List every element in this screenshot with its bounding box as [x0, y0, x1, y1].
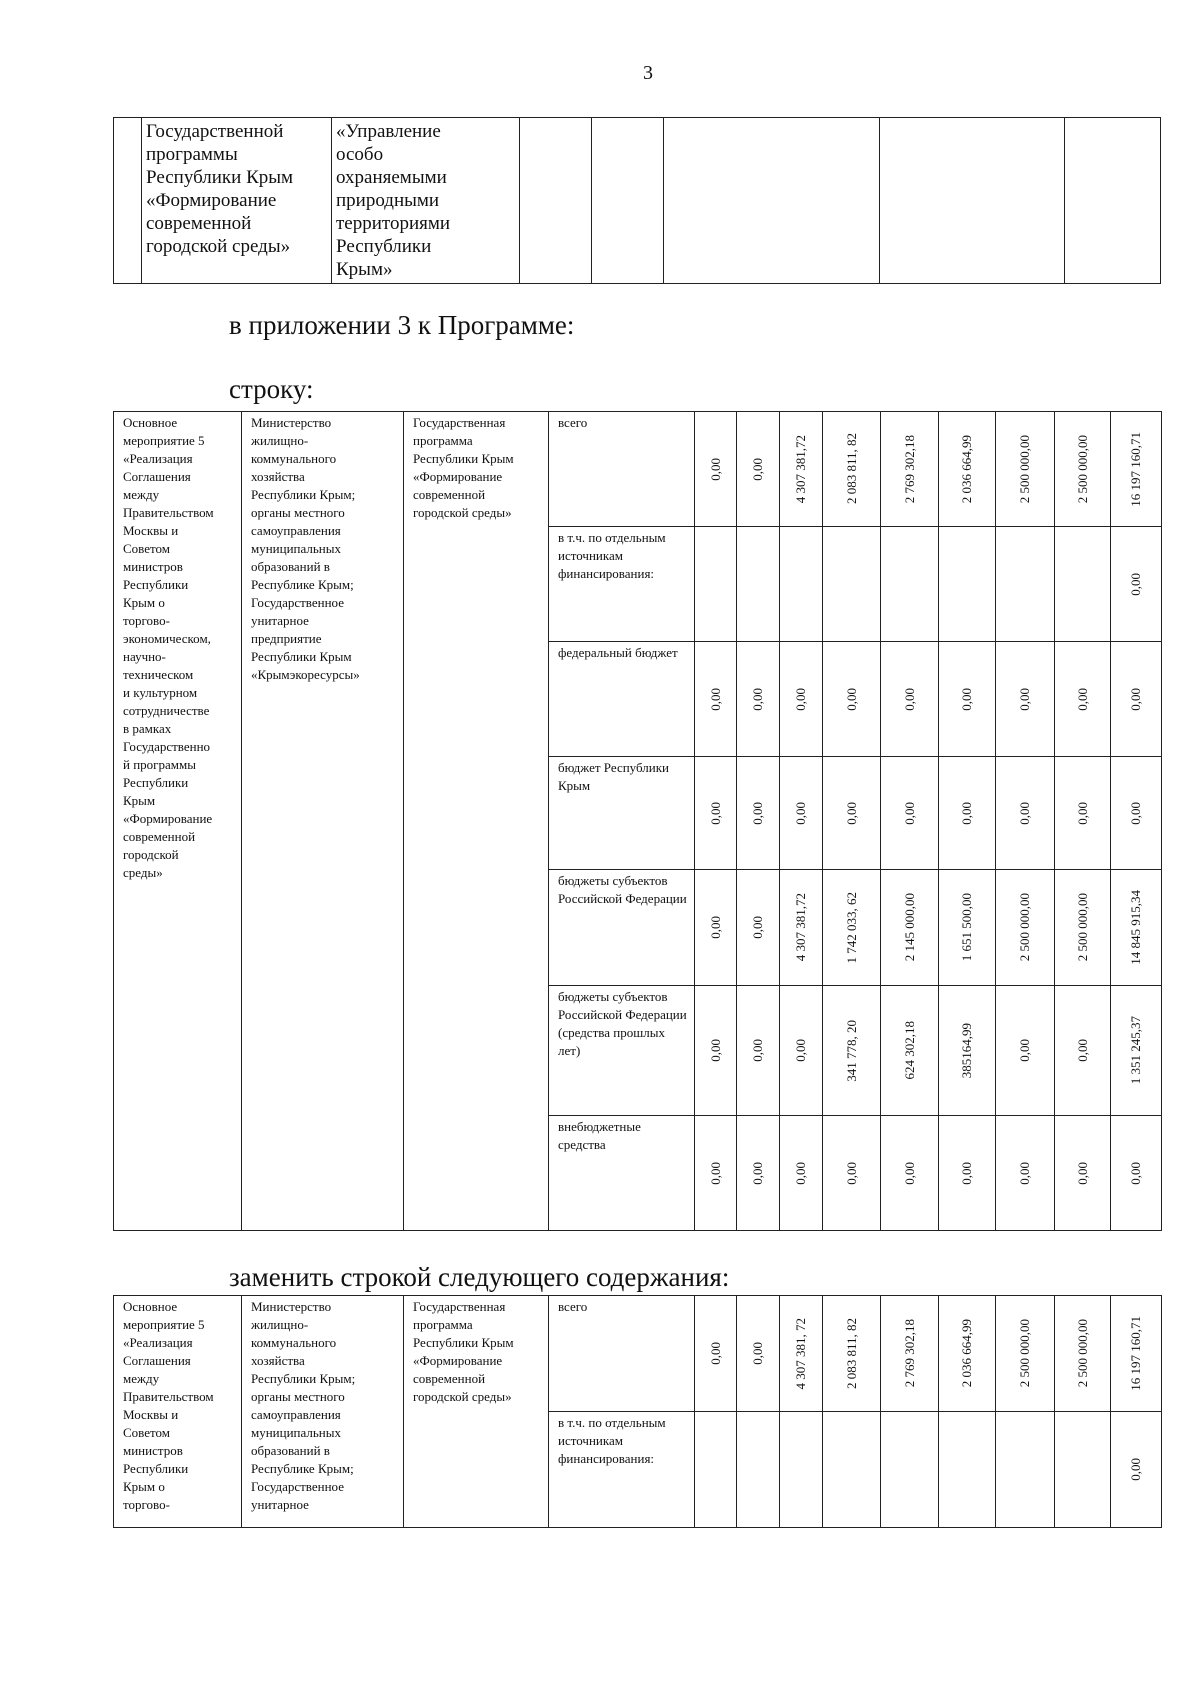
text-line: сотрудничестве — [123, 703, 210, 718]
text-line: Республики — [123, 1461, 189, 1476]
amount-cell — [695, 1296, 737, 1412]
amount-value: 16 197 160,71 — [1128, 431, 1143, 507]
text-line: природными — [336, 190, 440, 211]
funding-source-label: бюджет Республики Крым — [549, 757, 695, 870]
text-line: Государственной — [146, 121, 284, 142]
subprogram-name-lines — [336, 120, 515, 281]
text-line: торгово- — [123, 1497, 170, 1512]
amount-cell — [823, 412, 881, 527]
executor-cell — [242, 412, 404, 1231]
amount-value: 0,00 — [707, 801, 723, 825]
amount-value: 0,00 — [707, 687, 723, 711]
text-line: «Формирование — [413, 469, 503, 484]
text-line: Республики — [123, 577, 189, 592]
amount-cell — [823, 1296, 881, 1412]
amount-value: 0,00 — [1017, 1161, 1032, 1185]
event-name-cell-lines — [123, 414, 235, 882]
amount-cell — [1055, 527, 1111, 642]
text-line: Государственное — [251, 595, 344, 610]
funding-source-label: федеральный бюджет — [549, 642, 695, 757]
text-line: Крым — [123, 793, 156, 808]
amount-value: 0,00 — [750, 1039, 765, 1062]
subprogram-name-cell — [332, 118, 520, 284]
amount-value: 0,00 — [1017, 687, 1032, 711]
amount-value: 4 307 381,72 — [793, 893, 808, 962]
text-line: современной — [413, 487, 486, 502]
text-line: «Формирование — [413, 1353, 503, 1368]
text-line: «Реализация — [123, 1335, 193, 1350]
amount-value: 0,00 — [707, 1342, 723, 1365]
event-name-cell-lines — [123, 1298, 235, 1514]
program-cell — [404, 1296, 549, 1528]
amount-cell — [939, 527, 996, 642]
text-line: Правительством — [123, 505, 214, 520]
funding-source-label: бюджеты субъектов Российской Федерации (средства прошлых лет) — [549, 986, 695, 1116]
text-line: «Реализация — [123, 451, 193, 466]
amount-cell — [881, 527, 939, 642]
amount-value: 14 845 915,34 — [1128, 890, 1143, 965]
text-line: Республики Крым — [146, 167, 294, 188]
text-line: образований в — [251, 559, 330, 574]
text-line: органы местного — [251, 1389, 345, 1404]
amount-cell — [1111, 870, 1162, 986]
text-line: органы местного — [251, 505, 345, 520]
amount-value: 2 145 000,00 — [901, 893, 917, 962]
amount-cell — [996, 1116, 1055, 1231]
amount-cell — [881, 757, 939, 870]
text-line: научно- — [123, 649, 166, 664]
amount-value: 0,00 — [750, 1342, 765, 1365]
amount-value: 1 351 245,37 — [1128, 1016, 1143, 1085]
text-line: Москвы и — [123, 523, 179, 538]
text-line: городской среды» — [146, 236, 291, 257]
executor-cell — [242, 1296, 404, 1528]
amount-cell — [1111, 642, 1162, 757]
text-line: Министерство — [251, 415, 332, 430]
text-line: городской среды» — [413, 505, 512, 520]
funding-source-label: в т.ч. по отдельным источникам финансирования: — [549, 527, 695, 642]
text-line: Республики Крым; — [251, 1371, 356, 1386]
text-line: муниципальных — [251, 1425, 342, 1440]
text-line: унитарное — [251, 1497, 309, 1512]
amount-cell — [996, 986, 1055, 1116]
text-line: Крым о — [123, 1479, 165, 1494]
amount-cell — [695, 527, 737, 642]
amount-value: 0,00 — [901, 687, 917, 711]
text-line: Основное — [123, 415, 178, 430]
text-line: городской — [123, 847, 179, 862]
amount-cell — [1055, 1412, 1111, 1528]
event-name-cell — [114, 412, 242, 1231]
text-line: Республики — [336, 236, 432, 257]
amount-value: 0,00 — [1128, 687, 1143, 711]
text-line: Государственная — [413, 1299, 506, 1314]
amount-cell — [780, 986, 823, 1116]
amount-cell — [1111, 986, 1162, 1116]
text-line: Крым о — [123, 595, 165, 610]
amount-cell — [939, 986, 996, 1116]
text-line: экономическом, — [123, 631, 211, 646]
program-name-cell — [142, 118, 332, 284]
blank-cell — [880, 118, 1065, 284]
text-line: Республики — [123, 775, 189, 790]
text-line: Республики Крым; — [251, 487, 356, 502]
amount-cell — [939, 1296, 996, 1412]
amount-value: 0,00 — [707, 1039, 723, 1062]
amount-value: 2 500 000,00 — [1074, 1319, 1090, 1388]
amount-cell — [996, 412, 1055, 527]
amount-cell — [823, 870, 881, 986]
amount-cell — [996, 1412, 1055, 1528]
amount-value: 2 500 000,00 — [1074, 434, 1090, 504]
text-line: коммунального — [251, 451, 337, 466]
text-line: современной — [146, 213, 252, 234]
amount-value: 0,00 — [793, 687, 808, 711]
text-line: самоуправления — [251, 1407, 341, 1422]
amount-cell — [1111, 412, 1162, 527]
amount-cell — [695, 1116, 737, 1231]
program-continuation-table — [113, 117, 1161, 284]
amount-value: 1 742 033, 62 — [843, 891, 859, 964]
amount-value: 0,00 — [843, 1161, 859, 1185]
text-line: программа — [413, 433, 473, 448]
amount-cell — [780, 757, 823, 870]
amount-cell — [780, 412, 823, 527]
amount-cell — [939, 642, 996, 757]
text-line: Соглашения — [123, 1353, 191, 1368]
heading-appendix: в приложении 3 к Программе: — [229, 310, 575, 340]
program-cell-lines — [413, 414, 542, 522]
text-line: Министерство — [251, 1299, 332, 1314]
amount-value: 341 778, 20 — [843, 1019, 859, 1082]
amount-value: 0,00 — [959, 801, 974, 825]
amount-cell — [939, 870, 996, 986]
amount-cell — [695, 757, 737, 870]
amount-value: 2 500 000,00 — [1017, 1319, 1032, 1388]
amount-cell — [939, 1412, 996, 1528]
funding-row — [114, 412, 1162, 527]
amount-value: 624 302,18 — [901, 1021, 917, 1080]
blank-cell — [1065, 118, 1161, 284]
amount-value: 0,00 — [1074, 687, 1090, 711]
text-line: «Формирование — [146, 190, 277, 211]
text-line: мероприятие 5 — [123, 1317, 205, 1332]
amount-cell — [780, 642, 823, 757]
amount-cell — [695, 412, 737, 527]
amount-value: 2 769 302,18 — [901, 1319, 917, 1388]
text-line: Республики Крым — [413, 1335, 514, 1350]
text-line: самоуправления — [251, 523, 341, 538]
text-line: Правительством — [123, 1389, 214, 1404]
amount-cell — [1055, 986, 1111, 1116]
amount-cell — [823, 1116, 881, 1231]
amount-value: 0,00 — [750, 687, 765, 711]
amount-value: 0,00 — [843, 801, 859, 825]
amount-value: 0,00 — [750, 1161, 765, 1185]
text-line: мероприятие 5 — [123, 433, 205, 448]
amount-cell — [1111, 757, 1162, 870]
amount-value: 0,00 — [793, 801, 808, 825]
text-line: городской среды» — [413, 1389, 512, 1404]
amount-cell — [695, 986, 737, 1116]
text-line: Республике Крым; — [251, 1461, 354, 1476]
text-line: современной — [413, 1371, 486, 1386]
text-line: муниципальных — [251, 541, 342, 556]
amount-cell — [737, 1296, 780, 1412]
amount-value: 0,00 — [1128, 1161, 1143, 1185]
funding-source-label: внебюджетные средства — [549, 1116, 695, 1231]
amount-cell — [881, 986, 939, 1116]
event-name-cell — [114, 1296, 242, 1528]
funding-source-label: всего — [549, 412, 695, 527]
amount-value: 4 307 381,72 — [793, 434, 808, 504]
text-line: «Управление — [336, 121, 441, 142]
funding-source-label: бюджеты субъектов Российской Федерации — [549, 870, 695, 986]
text-line: Соглашения — [123, 469, 191, 484]
amount-cell — [939, 1116, 996, 1231]
amount-value: 0,00 — [707, 916, 723, 939]
text-line: министров — [123, 559, 183, 574]
amount-value: 0,00 — [707, 457, 723, 481]
amount-value: 0,00 — [1017, 1039, 1032, 1062]
amount-cell — [996, 527, 1055, 642]
amount-cell — [881, 870, 939, 986]
text-line: Республике Крым; — [251, 577, 354, 592]
blank-cell — [114, 118, 142, 284]
amount-value: 2 500 000,00 — [1074, 893, 1090, 962]
amount-cell — [823, 642, 881, 757]
amount-value: 1 651 500,00 — [959, 893, 974, 962]
amount-cell — [737, 642, 780, 757]
amount-cell — [823, 986, 881, 1116]
amount-value: 0,00 — [901, 801, 917, 825]
amount-cell — [939, 412, 996, 527]
amount-cell — [737, 412, 780, 527]
amount-value: 2 500 000,00 — [1017, 893, 1032, 962]
amount-cell — [939, 757, 996, 870]
text-line: охраняемыми — [336, 167, 447, 188]
amount-value: 0,00 — [1128, 1458, 1143, 1481]
amount-value: 0,00 — [1017, 801, 1032, 825]
amount-value: 0,00 — [1128, 801, 1143, 825]
amount-value: 0,00 — [793, 1039, 808, 1062]
amount-cell — [695, 642, 737, 757]
executor-cell-lines — [251, 1298, 397, 1514]
text-line: Республики Крым — [251, 649, 352, 664]
text-line: торгово- — [123, 613, 170, 628]
text-line: Крым» — [336, 259, 393, 280]
text-line: Государственно — [123, 739, 211, 754]
amount-cell — [1111, 527, 1162, 642]
text-line: министров — [123, 1443, 183, 1458]
text-line: й программы — [123, 757, 196, 772]
amount-cell — [780, 1116, 823, 1231]
amount-cell — [737, 527, 780, 642]
amount-cell — [737, 986, 780, 1116]
amount-value: 0,00 — [1074, 1039, 1090, 1062]
text-line: техническом — [123, 667, 194, 682]
amount-cell — [1055, 757, 1111, 870]
blank-cell — [592, 118, 664, 284]
amount-value: 16 197 160,71 — [1128, 1316, 1143, 1391]
amount-value: 0,00 — [750, 916, 765, 939]
program-cell — [404, 412, 549, 1231]
amount-value: 2 500 000,00 — [1017, 434, 1032, 504]
amount-value: 4 307 381, 72 — [793, 1317, 808, 1390]
blank-cell — [520, 118, 592, 284]
amount-cell — [737, 757, 780, 870]
text-line: между — [123, 487, 160, 502]
amount-value: 2 083 811, 82 — [843, 433, 859, 505]
funding-source-label: всего — [549, 1296, 695, 1412]
text-line: образований в — [251, 1443, 330, 1458]
amount-cell — [695, 870, 737, 986]
funding-source-label: в т.ч. по отдельным источникам финансирования: — [549, 1412, 695, 1528]
text-line: Государственное — [251, 1479, 344, 1494]
text-line: и культурном — [123, 685, 198, 700]
blank-cell — [664, 118, 880, 284]
amount-cell — [881, 1116, 939, 1231]
amount-cell — [780, 870, 823, 986]
amount-cell — [1055, 642, 1111, 757]
program-cell-lines — [413, 1298, 542, 1406]
text-line: «Формирование — [123, 811, 213, 826]
amount-value: 0,00 — [959, 1161, 974, 1185]
text-line: программы — [146, 144, 238, 165]
text-line: унитарное — [251, 613, 309, 628]
text-line: территориями — [336, 213, 451, 234]
amount-cell — [737, 1412, 780, 1528]
text-line: в рамках — [123, 721, 172, 736]
amount-cell — [1055, 870, 1111, 986]
amount-cell — [1111, 1296, 1162, 1412]
heading-replace: заменить строкой следующего содержания: — [229, 1262, 730, 1292]
text-line: хозяйства — [251, 1353, 305, 1368]
amount-value: 0,00 — [1074, 1161, 1090, 1185]
text-line: между — [123, 1371, 160, 1386]
amount-value: 0,00 — [1128, 572, 1143, 596]
amount-cell — [1055, 1116, 1111, 1231]
amount-cell — [996, 870, 1055, 986]
text-line: хозяйства — [251, 469, 305, 484]
amount-cell — [1055, 412, 1111, 527]
amount-cell — [881, 1412, 939, 1528]
amount-value: 2 036 664,99 — [959, 1319, 974, 1388]
amount-cell — [881, 412, 939, 527]
text-line: современной — [123, 829, 196, 844]
amount-cell — [780, 1296, 823, 1412]
amount-cell — [881, 1296, 939, 1412]
text-line: программа — [413, 1317, 473, 1332]
executor-cell-lines — [251, 414, 397, 684]
text-line: Советом — [123, 541, 170, 556]
page-number: 3 — [643, 62, 653, 84]
amount-cell — [823, 527, 881, 642]
amount-cell — [695, 1412, 737, 1528]
text-line: Москвы и — [123, 1407, 179, 1422]
amount-cell — [780, 1412, 823, 1528]
amount-value: 0,00 — [843, 687, 859, 711]
amount-cell — [823, 757, 881, 870]
text-line: Основное — [123, 1299, 178, 1314]
amount-value: 0,00 — [959, 687, 974, 711]
budget-table-old — [113, 411, 1162, 1231]
text-line: особо — [336, 144, 384, 165]
text-line: «Крымэкоресурсы» — [251, 667, 360, 682]
amount-value: 0,00 — [750, 801, 765, 825]
text-line: среды» — [123, 865, 163, 880]
amount-cell — [1111, 1116, 1162, 1231]
text-line: Советом — [123, 1425, 170, 1440]
text-line: жилищно- — [251, 433, 309, 448]
text-line: предприятие — [251, 631, 322, 646]
text-line: коммунального — [251, 1335, 337, 1350]
amount-cell — [737, 1116, 780, 1231]
amount-cell — [996, 757, 1055, 870]
funding-row — [114, 1296, 1162, 1412]
amount-cell — [780, 527, 823, 642]
amount-value: 0,00 — [1074, 801, 1090, 825]
text-line: Республики Крым — [413, 451, 514, 466]
text-line: Государственная — [413, 415, 506, 430]
text-line: жилищно- — [251, 1317, 309, 1332]
budget-table-new — [113, 1295, 1162, 1528]
amount-cell — [996, 1296, 1055, 1412]
amount-cell — [823, 1412, 881, 1528]
amount-value: 2 769 302,18 — [901, 434, 917, 504]
amount-cell — [996, 642, 1055, 757]
amount-cell — [1055, 1296, 1111, 1412]
amount-value: 0,00 — [793, 1161, 808, 1185]
amount-value: 0,00 — [750, 457, 765, 481]
amount-value: 0,00 — [707, 1161, 723, 1185]
amount-value: 385164,99 — [959, 1022, 974, 1079]
amount-value: 2 036 664,99 — [959, 434, 974, 504]
amount-value: 2 083 811, 82 — [843, 1317, 859, 1390]
amount-cell — [1111, 1412, 1162, 1528]
amount-cell — [737, 870, 780, 986]
amount-cell — [881, 642, 939, 757]
program-name-lines — [146, 120, 327, 258]
heading-row: строку: — [229, 374, 314, 404]
amount-value: 0,00 — [901, 1161, 917, 1185]
